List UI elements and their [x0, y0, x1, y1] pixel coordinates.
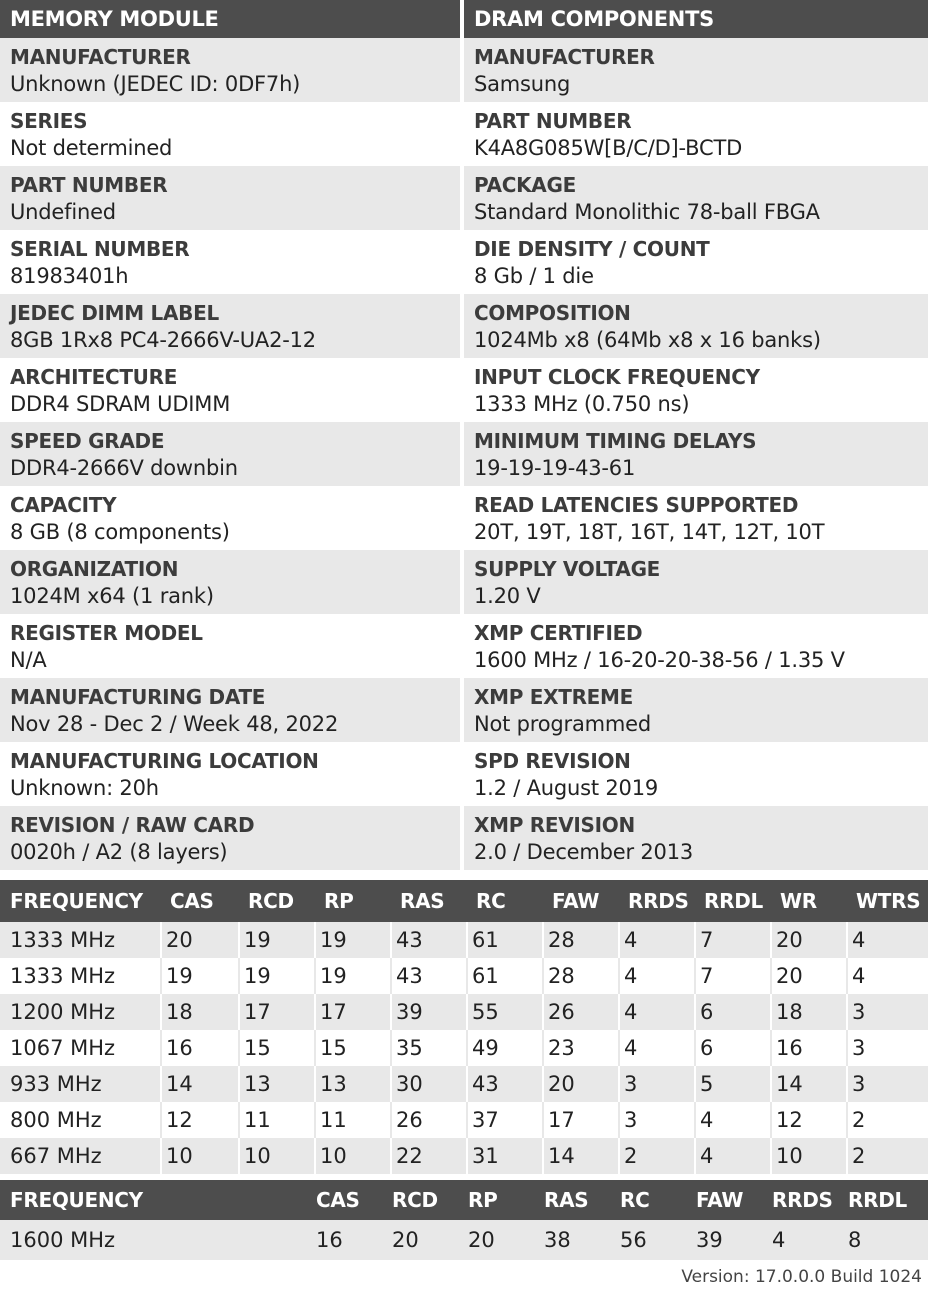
table-cell: 20: [542, 1066, 618, 1102]
xmp-table-header: [0, 1180, 928, 1220]
table-cell: 22: [390, 1138, 466, 1174]
table-cell: 5: [694, 1066, 770, 1102]
xmp-header-cas: CAS: [316, 1188, 360, 1212]
dram-components-item-value: Standard Monolithic 78-ball FBGA: [474, 200, 820, 224]
table-cell: 39: [390, 994, 466, 1030]
dram-components-item-value: K4A8G085W[B/C/D]-BCTD: [474, 136, 743, 160]
dram-components-item: [464, 166, 928, 230]
memory-module-item-label: REVISION / RAW CARD: [10, 813, 255, 837]
timing-table-header: [0, 880, 928, 922]
table-cell: 37: [466, 1102, 542, 1138]
memory-module-item-label: SERIES: [10, 109, 88, 133]
table-cell: 17: [542, 1102, 618, 1138]
timing-header-wtrs: WTRS: [856, 889, 921, 913]
dram-components-item-value: Samsung: [474, 72, 571, 96]
xmp-header-rrds: RRDS: [772, 1188, 833, 1212]
timing-header-faw: FAW: [552, 889, 600, 913]
table-cell: 4: [618, 958, 694, 994]
table-cell: 19: [238, 958, 314, 994]
memory-module-header: MEMORY MODULE: [0, 0, 460, 38]
dram-components-item-label: SUPPLY VOLTAGE: [474, 557, 661, 581]
table-cell: 23: [542, 1030, 618, 1066]
table-cell: 61: [466, 922, 542, 958]
timing-header-rc: RC: [476, 889, 506, 913]
memory-module-item: [0, 678, 460, 742]
dram-components-item: [464, 486, 928, 550]
dram-components-item: [464, 230, 928, 294]
table-cell: 3: [846, 1066, 928, 1102]
table-cell: 2: [846, 1102, 928, 1138]
table-row: [0, 922, 928, 958]
table-cell: 3: [618, 1066, 694, 1102]
table-cell: 15: [238, 1030, 314, 1066]
table-cell: 1333 MHz: [10, 964, 116, 988]
dram-components-item-label: INPUT CLOCK FREQUENCY: [474, 365, 760, 389]
table-cell: 13: [238, 1066, 314, 1102]
memory-module-item: [0, 166, 460, 230]
table-cell: 11: [238, 1102, 314, 1138]
table-cell: 8: [848, 1228, 862, 1252]
memory-module-item: [0, 550, 460, 614]
dram-components-item: [464, 294, 928, 358]
table-cell: 20: [770, 958, 846, 994]
table-cell: 10: [238, 1138, 314, 1174]
dram-components-item-label: COMPOSITION: [474, 301, 631, 325]
table-cell: 16: [160, 1030, 238, 1066]
table-cell: 13: [314, 1066, 390, 1102]
memory-module-column: [0, 0, 460, 874]
table-cell: 10: [770, 1138, 846, 1174]
dram-components-item-label: XMP REVISION: [474, 813, 635, 837]
memory-module-item: [0, 294, 460, 358]
table-cell: 43: [466, 1066, 542, 1102]
memory-module-item: [0, 422, 460, 486]
memory-module-item: [0, 614, 460, 678]
memory-module-item-label: MANUFACTURING LOCATION: [10, 749, 319, 773]
table-cell: 10: [314, 1138, 390, 1174]
table-cell: 35: [390, 1030, 466, 1066]
memory-module-item-value: Unknown: 20h: [10, 776, 159, 800]
dram-components-item-value: 1333 MHz (0.750 ns): [474, 392, 690, 416]
table-cell: 2: [618, 1138, 694, 1174]
table-cell: 1067 MHz: [10, 1036, 116, 1060]
memory-module-item: [0, 742, 460, 806]
table-cell: 38: [544, 1228, 571, 1252]
table-cell: 4: [772, 1228, 786, 1252]
memory-module-item-value: DDR4 SDRAM UDIMM: [10, 392, 231, 416]
memory-module-item: [0, 358, 460, 422]
xmp-header-ras: RAS: [544, 1188, 589, 1212]
memory-module-item: [0, 806, 460, 870]
dram-components-item-label: READ LATENCIES SUPPORTED: [474, 493, 799, 517]
table-cell: 4: [694, 1102, 770, 1138]
dram-components-item-label: DIE DENSITY / COUNT: [474, 237, 710, 261]
memory-module-item-label: SPEED GRADE: [10, 429, 165, 453]
table-cell: 4: [618, 1030, 694, 1066]
table-cell: 43: [390, 958, 466, 994]
table-cell: 3: [846, 1030, 928, 1066]
table-cell: 20: [468, 1228, 495, 1252]
table-cell: 20: [160, 922, 238, 958]
table-row: [0, 1030, 928, 1066]
table-row: [0, 1066, 928, 1102]
table-cell: 19: [314, 958, 390, 994]
dram-components-item-value: 1024Mb x8 (64Mb x8 x 16 banks): [474, 328, 821, 352]
memory-module-item-value: Unknown (JEDEC ID: 0DF7h): [10, 72, 301, 96]
table-cell: 17: [314, 994, 390, 1030]
table-cell: 4: [846, 958, 928, 994]
memory-module-item-label: SERIAL NUMBER: [10, 237, 190, 261]
table-cell: 16: [770, 1030, 846, 1066]
memory-module-item-value: Not determined: [10, 136, 173, 160]
memory-module-item-label: CAPACITY: [10, 493, 117, 517]
table-cell: 7: [694, 922, 770, 958]
table-cell: 20: [770, 922, 846, 958]
table-row: [0, 994, 928, 1030]
xmp-header-faw: FAW: [696, 1188, 744, 1212]
table-cell: 18: [770, 994, 846, 1030]
table-cell: 28: [542, 922, 618, 958]
memory-module-item: [0, 102, 460, 166]
memory-module-item-label: PART NUMBER: [10, 173, 168, 197]
table-cell: 12: [160, 1102, 238, 1138]
table-cell: 30: [390, 1066, 466, 1102]
timing-header-cas: CAS: [170, 889, 214, 913]
table-cell: 14: [542, 1138, 618, 1174]
dram-components-item: [464, 678, 928, 742]
timing-header-wr: WR: [780, 889, 817, 913]
table-cell: 17: [238, 994, 314, 1030]
table-row: [0, 1138, 928, 1174]
timing-header-ras: RAS: [400, 889, 445, 913]
table-cell: 18: [160, 994, 238, 1030]
table-cell: 2: [846, 1138, 928, 1174]
table-cell: 15: [314, 1030, 390, 1066]
table-cell: 1600 MHz: [10, 1228, 116, 1252]
table-cell: 19: [314, 922, 390, 958]
dram-components-item-value: 2.0 / December 2013: [474, 840, 694, 864]
table-cell: 43: [390, 922, 466, 958]
memory-module-item-value: 1024M x64 (1 rank): [10, 584, 214, 608]
table-cell: 14: [770, 1066, 846, 1102]
table-cell: 933 MHz: [10, 1072, 102, 1096]
xmp-header-frequency: FREQUENCY: [10, 1188, 143, 1212]
table-cell: 20: [392, 1228, 419, 1252]
memory-module-item-value: 81983401h: [10, 264, 129, 288]
dram-components-item: [464, 550, 928, 614]
memory-module-item-value: 8GB 1Rx8 PC4-2666V-UA2-12: [10, 328, 316, 352]
table-row: [0, 1102, 928, 1138]
version-label: Version: 17.0.0.0 Build 1024: [681, 1267, 922, 1287]
timing-header-rrdl: RRDL: [704, 889, 763, 913]
table-row: [0, 958, 928, 994]
memory-module-item-label: MANUFACTURING DATE: [10, 685, 266, 709]
memory-module-item: [0, 486, 460, 550]
memory-module-item-value: Nov 28 - Dec 2 / Week 48, 2022: [10, 712, 339, 736]
dram-components-item-label: XMP EXTREME: [474, 685, 633, 709]
table-cell: 3: [846, 994, 928, 1030]
dram-components-item-value: 8 Gb / 1 die: [474, 264, 594, 288]
table-cell: 1200 MHz: [10, 1000, 116, 1024]
dram-components-item-value: 1.2 / August 2019: [474, 776, 659, 800]
table-cell: 14: [160, 1066, 238, 1102]
dram-components-item-label: MANUFACTURER: [474, 45, 655, 69]
dram-components-item-value: 1600 MHz / 16-20-20-38-56 / 1.35 V: [474, 648, 845, 672]
table-cell: 4: [618, 922, 694, 958]
memory-module-item-label: ARCHITECTURE: [10, 365, 178, 389]
table-cell: 4: [618, 994, 694, 1030]
memory-module-item-value: N/A: [10, 648, 47, 672]
table-cell: 19: [160, 958, 238, 994]
timing-header-rp: RP: [324, 889, 354, 913]
dram-components-item-label: XMP CERTIFIED: [474, 621, 643, 645]
timing-header-rcd: RCD: [248, 889, 294, 913]
memory-module-item-label: JEDEC DIMM LABEL: [10, 301, 219, 325]
timing-header-frequency: FREQUENCY: [10, 889, 143, 913]
memory-module-item-value: 0020h / A2 (8 layers): [10, 840, 228, 864]
table-cell: 39: [696, 1228, 723, 1252]
table-row: [0, 1220, 928, 1260]
table-cell: 3: [618, 1102, 694, 1138]
table-cell: 1333 MHz: [10, 928, 116, 952]
table-cell: 800 MHz: [10, 1108, 102, 1132]
dram-components-item-value: 1.20 V: [474, 584, 541, 608]
dram-components-item: [464, 38, 928, 102]
dram-components-item: [464, 422, 928, 486]
memory-module-item-label: ORGANIZATION: [10, 557, 179, 581]
dram-components-item: [464, 614, 928, 678]
dram-components-item-value: Not programmed: [474, 712, 652, 736]
timing-header-rrds: RRDS: [628, 889, 689, 913]
table-cell: 61: [466, 958, 542, 994]
dram-components-item-label: SPD REVISION: [474, 749, 631, 773]
xmp-header-rcd: RCD: [392, 1188, 438, 1212]
dram-components-item: [464, 358, 928, 422]
table-cell: 28: [542, 958, 618, 994]
xmp-header-rrdl: RRDL: [848, 1188, 907, 1212]
dram-components-column: [464, 0, 928, 874]
table-cell: 11: [314, 1102, 390, 1138]
dram-components-item: [464, 806, 928, 870]
table-cell: 12: [770, 1102, 846, 1138]
table-cell: 7: [694, 958, 770, 994]
dram-components-header: DRAM COMPONENTS: [464, 0, 928, 38]
table-cell: 6: [694, 994, 770, 1030]
dram-components-item-label: PACKAGE: [474, 173, 576, 197]
dram-components-item-value: 19-19-19-43-61: [474, 456, 636, 480]
table-cell: 19: [238, 922, 314, 958]
table-cell: 49: [466, 1030, 542, 1066]
dram-components-item-label: PART NUMBER: [474, 109, 632, 133]
dram-components-item: [464, 742, 928, 806]
table-cell: 4: [694, 1138, 770, 1174]
memory-module-item-label: REGISTER MODEL: [10, 621, 203, 645]
dram-components-item-value: 20T, 19T, 18T, 16T, 14T, 12T, 10T: [474, 520, 825, 544]
table-cell: 667 MHz: [10, 1144, 102, 1168]
xmp-header-rc: RC: [620, 1188, 650, 1212]
dram-components-item-label: MINIMUM TIMING DELAYS: [474, 429, 757, 453]
xmp-header-rp: RP: [468, 1188, 498, 1212]
table-cell: 26: [542, 994, 618, 1030]
memory-module-item: [0, 38, 460, 102]
memory-module-item-label: MANUFACTURER: [10, 45, 191, 69]
table-cell: 16: [316, 1228, 343, 1252]
table-cell: 26: [390, 1102, 466, 1138]
memory-module-item-value: Undefined: [10, 200, 116, 224]
table-cell: 4: [846, 922, 928, 958]
memory-module-item-value: DDR4-2666V downbin: [10, 456, 238, 480]
table-cell: 55: [466, 994, 542, 1030]
dram-components-item: [464, 102, 928, 166]
table-cell: 56: [620, 1228, 647, 1252]
memory-module-item: [0, 230, 460, 294]
table-cell: 10: [160, 1138, 238, 1174]
table-cell: 31: [466, 1138, 542, 1174]
memory-module-item-value: 8 GB (8 components): [10, 520, 230, 544]
table-cell: 6: [694, 1030, 770, 1066]
